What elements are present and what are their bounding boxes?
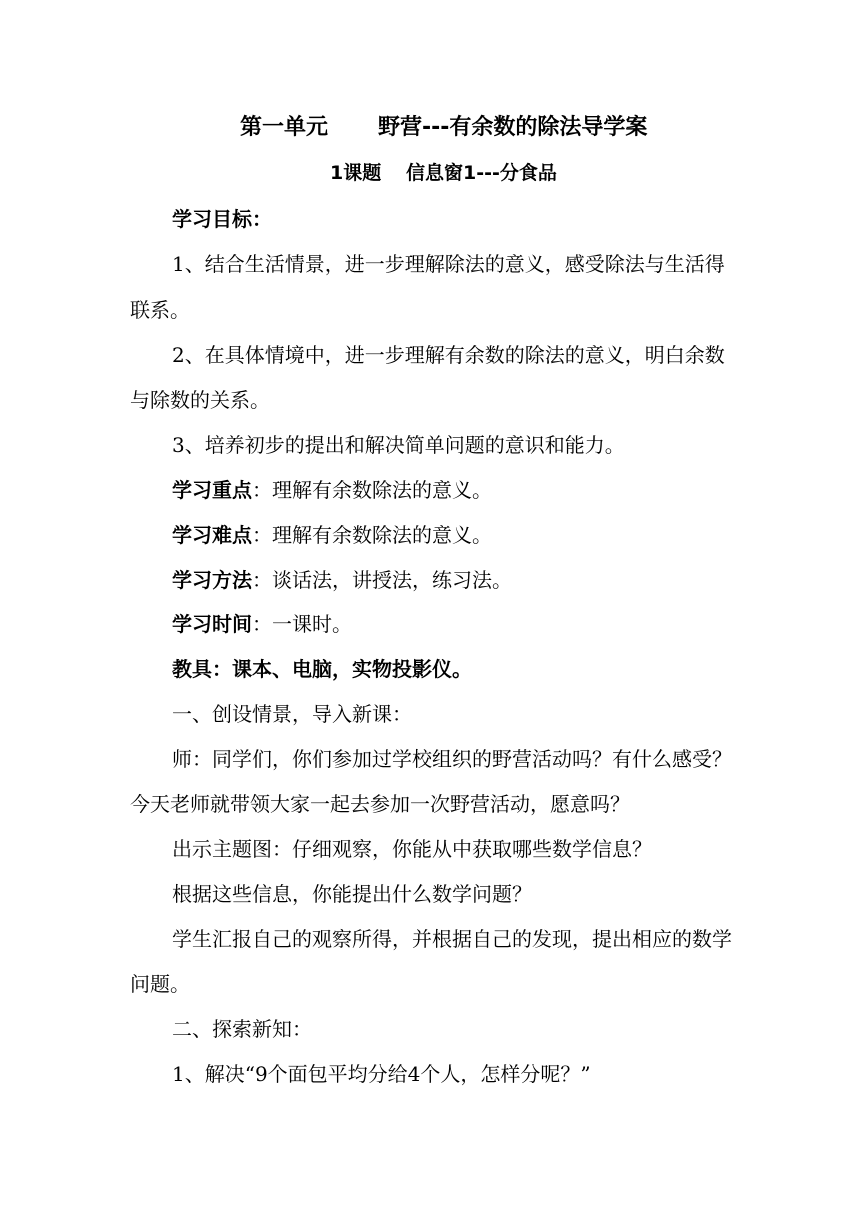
goal-3: 3、培养初步的提出和解决简单问题的意识和能力。 — [172, 433, 625, 457]
report-line-1: 学生汇报自己的观察所得，并根据自己的发现，提出相应的数学 — [172, 927, 732, 951]
goal-1-line-1: 1、结合生活情景，进一步理解除法的意义，感受除法与生活得 — [172, 252, 725, 276]
section-2-heading: 二、探索新知： — [172, 1017, 312, 1041]
report-line-2: 问题。 — [130, 972, 190, 996]
time-line — [172, 610, 352, 638]
goals-heading: 学习目标： — [172, 207, 272, 231]
tools-line: 教具：课本、电脑，实物投影仪。 — [172, 657, 472, 681]
teacher-line-1: 师：同学们，你们参加过学校组织的野营活动吗？有什么感受？ — [172, 747, 732, 771]
solve-1-line: 1、解决“9个面包平均分给4个人，怎样分呢？” — [172, 1062, 591, 1086]
goal-2-line-1: 2、在具体情境中，进一步理解有余数的除法的意义，明白余数 — [172, 343, 725, 367]
focus-line — [172, 476, 492, 504]
difficulty-text: ：理解有余数除法的意义。 — [252, 523, 492, 547]
focus-label: 学习重点 — [172, 478, 252, 502]
time-label: 学习时间 — [172, 612, 252, 636]
title-unit: 第一单元 — [240, 115, 329, 140]
subtitle-lesson: 1课题 — [330, 162, 382, 184]
method-label: 学习方法 — [172, 568, 252, 592]
subtitle-info: 信息窗1---分食品 — [406, 162, 557, 184]
goal-2-line-2: 与除数的关系。 — [130, 388, 270, 412]
ask-question-line: 根据这些信息，你能提出什么数学问题？ — [172, 882, 532, 906]
difficulty-label: 学习难点 — [172, 523, 252, 547]
method-text: ：谈话法，讲授法，练习法。 — [252, 568, 512, 592]
difficulty-line — [172, 521, 492, 549]
goal-1-line-2: 联系。 — [130, 298, 190, 322]
show-image-line: 出示主题图：仔细观察，你能从中获取哪些数学信息？ — [172, 837, 652, 861]
method-line — [172, 566, 512, 594]
teacher-line-2: 今天老师就带领大家一起去参加一次野营活动，愿意吗？ — [130, 792, 630, 816]
time-text: ：一课时。 — [252, 612, 352, 636]
section-1-heading: 一、创设情景，导入新课： — [172, 702, 412, 726]
title-main: 野营---有余数的除法导学案 — [378, 115, 648, 140]
focus-text: ：理解有余数除法的意义。 — [252, 478, 492, 502]
